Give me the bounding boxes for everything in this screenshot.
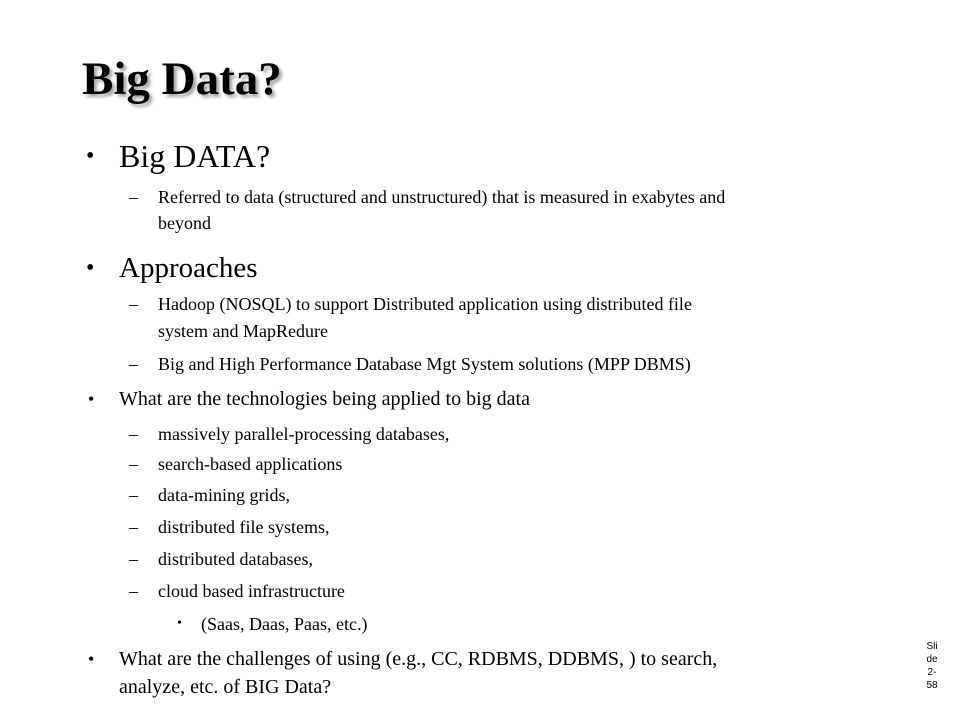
bullet-dot: • — [88, 649, 95, 669]
sub-bullet-text: Referred to data (structured and unstructured) that is measured in exabytes and — [158, 187, 726, 207]
tech-item-text: search-based applications — [158, 454, 343, 474]
slide-number-line: Sli — [926, 641, 938, 652]
sub-bullet-text: Big and High Performance Database Mgt System solutions (MPP DBMS) — [158, 354, 691, 374]
sub-bullet-text: Hadoop (NOSQL) to support Distributed application using distributed file — [158, 294, 692, 314]
bullet-dot: • — [86, 255, 95, 281]
slide-number-line: de — [926, 654, 938, 665]
tech-item-text: distributed file systems, — [158, 517, 330, 537]
bullet-dot: • — [86, 143, 95, 169]
dash: – — [129, 187, 138, 207]
sub-sub-bullet-text: (Saas, Daas, Paas, etc.) — [201, 614, 368, 634]
dash: – — [129, 549, 138, 569]
bullet-text: Approaches — [119, 252, 258, 284]
slide-title: Big Data? — [82, 53, 282, 105]
bullet-text: What are the technologies being applied to big data — [119, 388, 530, 410]
dash: – — [129, 354, 138, 374]
dash: – — [129, 454, 138, 474]
dash: – — [129, 424, 138, 444]
bullet-dot: • — [88, 389, 95, 409]
tech-item-text: cloud based infrastructure — [158, 581, 345, 601]
dash: – — [129, 517, 138, 537]
bullet-text: Big DATA? — [119, 138, 271, 174]
slide-number-line: 58 — [926, 680, 938, 691]
dash: – — [129, 294, 138, 314]
tech-item-text: data-mining grids, — [158, 485, 290, 505]
dash: – — [129, 485, 138, 505]
sub-bullet-text-continued: system and MapRedure — [158, 321, 328, 341]
bullet-dot: • — [177, 616, 182, 631]
slide-number — [920, 640, 944, 692]
slide-number-line: 2- — [927, 667, 937, 678]
tech-item-text: massively parallel-processing databases, — [158, 424, 450, 444]
bullet-text: What are the challenges of using (e.g., CC, RDBMS, DDBMS, ) to search, — [119, 648, 718, 670]
sub-bullet-text-continued: beyond — [158, 213, 211, 233]
bullet-text-continued: analyze, etc. of BIG Data? — [119, 676, 332, 698]
dash: – — [129, 581, 138, 601]
tech-item-text: distributed databases, — [158, 549, 313, 569]
